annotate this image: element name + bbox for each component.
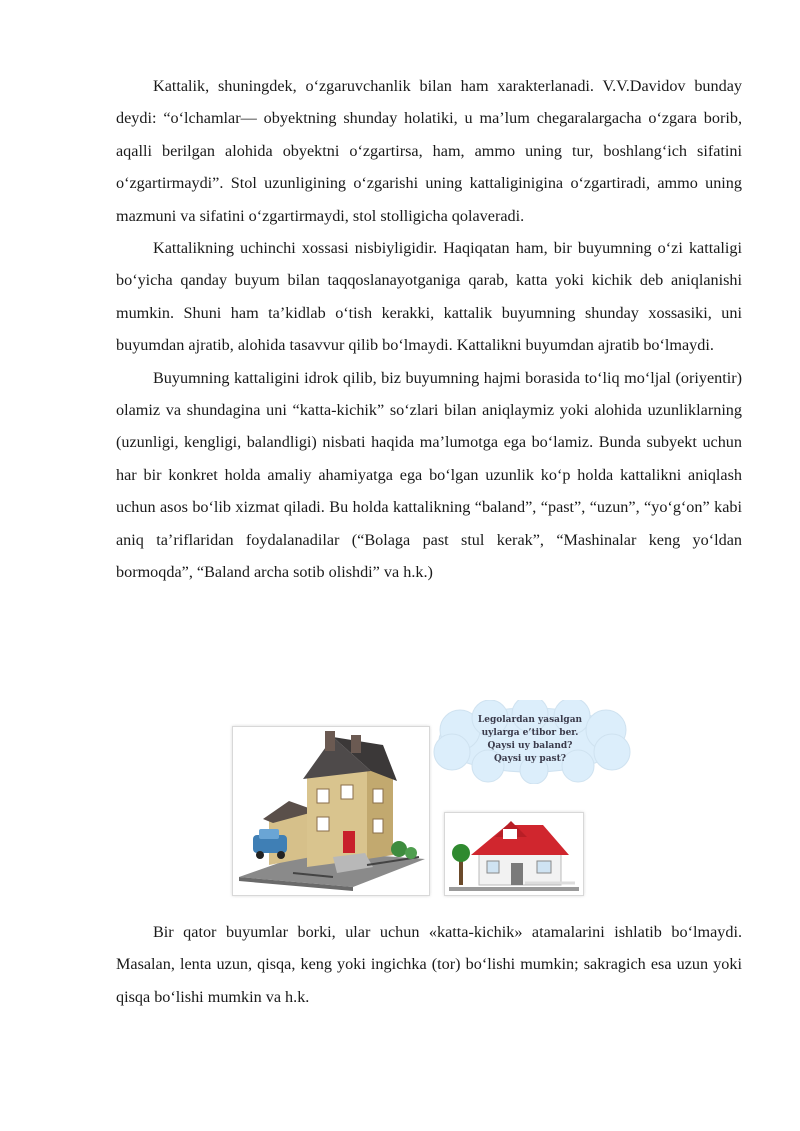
body-text [116, 70, 742, 589]
tall-lego-house-image [232, 726, 430, 896]
paragraph-4: Bir qator buyumlar borki, ular uchun «katta-kichik» atamalarini ishlatib bo‘lmaydi. Masalan, lenta uzun, qisqa, keng yoki ingichka (tor) bo‘lishi mumkin; sakragich esa uzun yoki qisqa bo‘lishi mumkin va h.k. [116, 923, 742, 1006]
cloud-line-1: Legolardan yasalgan [477, 715, 583, 725]
paragraph-2: Kattalikning uchinchi xossasi nisbiyligidir. Haqiqatan ham, bir buyumning o‘zi kattaligi bo‘yicha qanday buyum bilan taqqoslanayotganiga qarab, katta yoki kichik deb aniqlanishi mumkin. Shuni ham ta’kidlab o‘tish kerakki, kattalik buyumning shunday xossasiki, uni buyumdan ajratib, alohida tasavvur qilib bo‘lmaydi. Kattalikni buyumdan ajratib bo‘lmaydi. [116, 239, 742, 355]
body-text-after-figure [116, 916, 742, 1013]
paragraph-3: Buyumning kattaligini idrok qilib, biz buyumning hajmi borasida to‘liq mo‘ljal (oriyentir) olamiz va shundagina uni “katta-kichik” so‘zlari bilan aniqlaymiz yoki alohida uzunliklarning (uzunligi, kengligi, balandligi) nisbati haqida ma’lumotga ega bo‘lamiz. Bunda subyekt uchun har bir konkret holda amaliy ahamiyatga ega bo‘lgan uzunlik ko‘p holda kattalikni aniqlash uchun asos bo‘lib xizmat qiladi. Bu holda kattalikning “baland”, “past”, “uzun”, “yo‘g‘on” kabi aniq ta’riflaridan foydalanadilar (“Bolaga past stul kerak”, “Mashinalar keng yo‘ldan bormoqda”, “Baland archa sotib olishdi” va h.k.) [116, 368, 742, 582]
low-lego-house-image [444, 812, 584, 896]
cloud-line-4: Qaysi uy past? [493, 754, 567, 764]
cloud-line-3: Qaysi uy baland? [487, 741, 573, 751]
paragraph-1: Kattalik, shuningdek, o‘zgaruvchanlik bilan ham xarakterlanadi. V.V.Davidov bunday deydi: “o‘lchamlar— obyektning shunday holatiki, u ma’lum chegaralargacha o‘zgara borib, aqalli berilgan alohida obyektni o‘zgartirsa, ham, ammo uning tur, boshlang‘ich sifatini o‘zgartirmaydi”. Stol uzunligining o‘zgarishi uning kattaliginigina o‘zgartiradi, ammo uning mazmuni va sifatini o‘zgartirmaydi, stol stolligicha qolaveradi. [116, 77, 742, 225]
lego-houses-figure [232, 700, 632, 898]
cloud-text [450, 714, 610, 766]
cloud-line-2: uylarga e’tibor ber. [481, 728, 579, 738]
